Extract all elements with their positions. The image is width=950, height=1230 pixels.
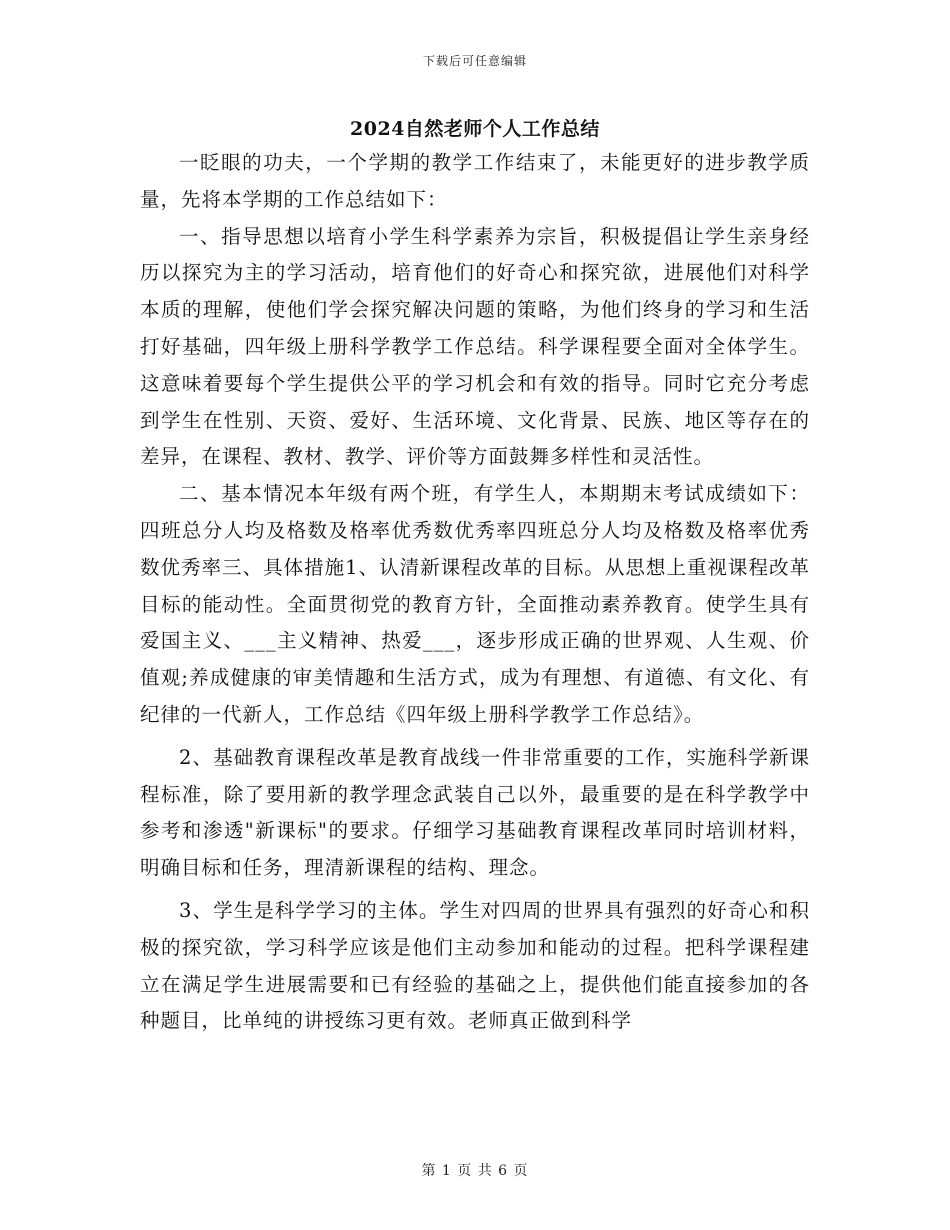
document-title: 2024自然老师个人工作总结 (350, 118, 600, 140)
paragraph-basic-situation: 二、基本情况本年级有两个班，有学生人，本期期末考试成绩如下：四班总分人均及格数及格率优秀数优秀率四班总分人均及格数及格率优秀数优秀率三、具体措施1、认清新课程改革的目标。从思想上重视课程改革目标的能动性。全面贯彻党的教育方针，全面推动素养教育。使学生具有爱国主义、___主义精神、热爱___，逐步形成正确的世界观、人生观、价值观;养成健康的审美情趣和生活方式，成为有理想、有道德、有文化、有纪律的一代新人，工作总结《四年级上册科学教学工作总结》。 (140, 482, 810, 726)
paragraph-intro: 一眨眼的功夫，一个学期的教学工作结束了，未能更好的进步教学质量，先将本学期的工作总结如下： (140, 151, 810, 211)
page-header: 下载后可任意编辑 (422, 54, 527, 68)
paragraph-item-2: 2、基础教育课程改革是教育战线一件非常重要的工作，实施科学新课程标准，除了要用新的教学理念武装自己以外，最重要的是在科学教学中参考和渗透"新课标"的要求。仔细学习基础教育课程改革同时培训材料，明确目标和任务，理清新课程的结构、理念。 (140, 745, 810, 880)
page-number: 第 1 页 共 6 页 (421, 1163, 529, 1179)
paragraph-item-3: 3、学生是科学学习的主体。学生对四周的世界具有强烈的好奇心和积极的探究欲，学习科学应该是他们主动参加和能动的过程。把科学课程建立在满足学生进展需要和已有经验的基础之上，提供他们能直接参加的各种题目，比单纯的讲授练习更有效。老师真正做到科学 (140, 898, 810, 1033)
paragraph-guiding-ideas: 一、指导思想以培育小学生科学素养为宗旨，积极提倡让学生亲身经历以探究为主的学习活动，培育他们的好奇心和探究欲，进展他们对科学本质的理解，使他们学会探究解决问题的策略，为他们终身的学习和生活打好基础，四年级上册科学教学工作总结。科学课程要全面对全体学生。这意味着要每个学生提供公平的学习机会和有效的指导。同时它充分考虑到学生在性别、天资、爱好、生活环境、文化背景、民族、地区等存在的差异，在课程、教材、教学、评价等方面鼓舞多样性和灵活性。 (140, 224, 810, 469)
document-body (140, 145, 810, 1040)
